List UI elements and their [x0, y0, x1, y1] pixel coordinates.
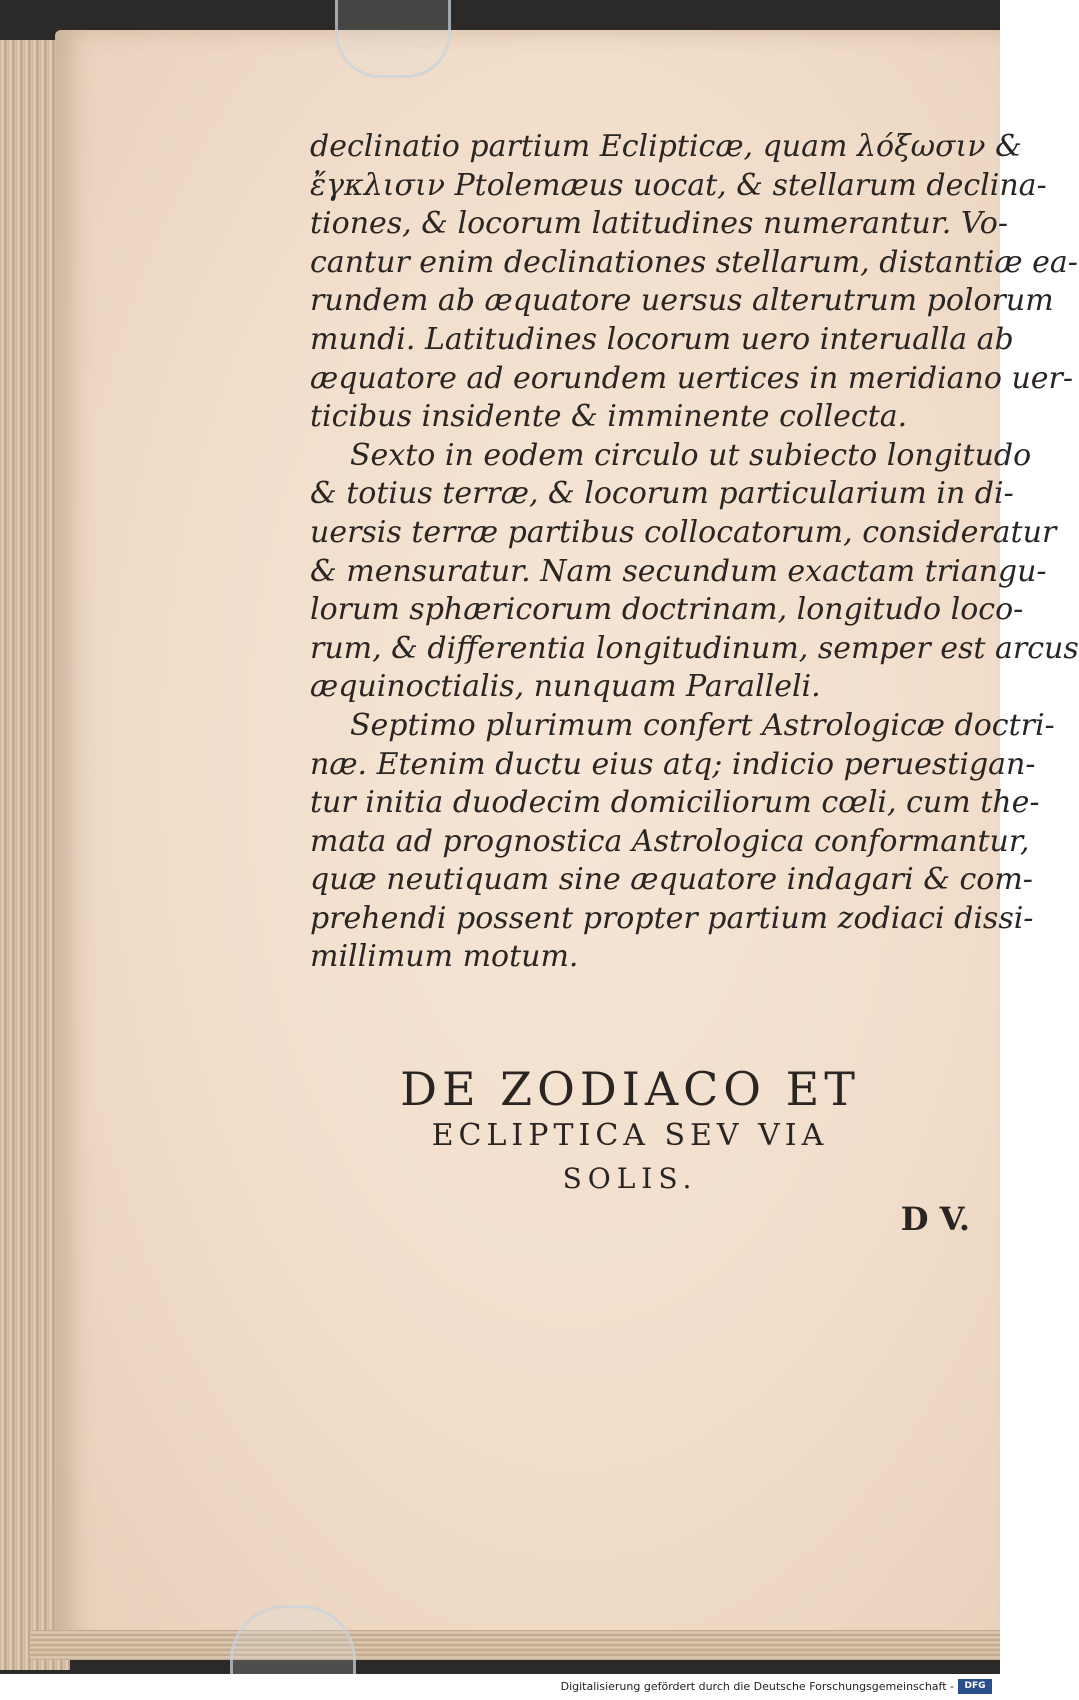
- text-line: æquinoctialis, nunquam Paralleli.: [310, 669, 821, 705]
- funding-credit: Digitalisierung gefördert durch die Deutsche Forschungsgemeinschaft -: [560, 1680, 954, 1693]
- section-heading-line1: DE ZODIACO ET: [400, 1062, 860, 1116]
- text-line: tiones, & locorum latitudines numerantur. Vo-: [310, 206, 1008, 242]
- footer-bar: [0, 1674, 1000, 1700]
- text-line: Sexto in eodem circulo ut subiecto longitudo: [350, 437, 1032, 473]
- text-line: mata ad prognostica Astrologica conformantur,: [310, 823, 1030, 859]
- section-heading-line3: SOLIS.: [562, 1162, 698, 1195]
- text-line: millimum motum.: [310, 939, 579, 975]
- text-line: quæ neutiquam sine æquatore indagari & com-: [310, 862, 1033, 898]
- text-line: declinatio partium Eclipticæ, quam λόξωσιν &: [310, 129, 1022, 164]
- text-line: prehendi possent propter partium zodiaci dissi-: [310, 900, 1034, 936]
- text-line: & totius terræ, & locorum particularium in di-: [310, 476, 1014, 512]
- text-line: & mensuratur. Nam secundum exactam triangu-: [310, 553, 1047, 589]
- book-bottom-edge: [30, 1630, 1000, 1660]
- text-line: uersis terræ partibus collocatorum, consideratur: [310, 514, 1057, 550]
- catchword: D V.: [900, 1200, 970, 1238]
- text-line: æquatore ad eorundem uertices in meridiano uer-: [310, 360, 1074, 396]
- text-line: rum, & differentia longitudinum, semper est arcus: [310, 630, 1079, 666]
- text-line: ticibus insidente & imminente collecta.: [310, 399, 908, 435]
- text-line: tur initia duodecim domiciliorum cœli, cum the-: [310, 785, 1040, 821]
- text-line: Septimo plurimum confert Astrologicæ doctri-: [350, 707, 1055, 743]
- text-line: næ. Etenim ductu eius atq; indicio peruestigan-: [310, 746, 1036, 782]
- page-clip-top: [335, 0, 451, 78]
- dfg-logo-icon: DFG: [958, 1679, 992, 1694]
- text-line: mundi. Latitudines locorum uero interualla ab: [310, 321, 1014, 357]
- text-line: ἔγκλισιν Ptolemæus uocat, & stellarum declina-: [310, 167, 1047, 203]
- text-line: cantur enim declinationes stellarum, distantiæ ea-: [310, 244, 1078, 280]
- section-heading-line2: ECLIPTICA SEV VIA: [431, 1118, 829, 1153]
- text-line: lorum sphæricorum doctrinam, longitudo loco-: [310, 592, 1024, 628]
- body-text: [310, 128, 1079, 977]
- text-line: rundem ab æquatore uersus alterutrum polorum: [310, 283, 1054, 319]
